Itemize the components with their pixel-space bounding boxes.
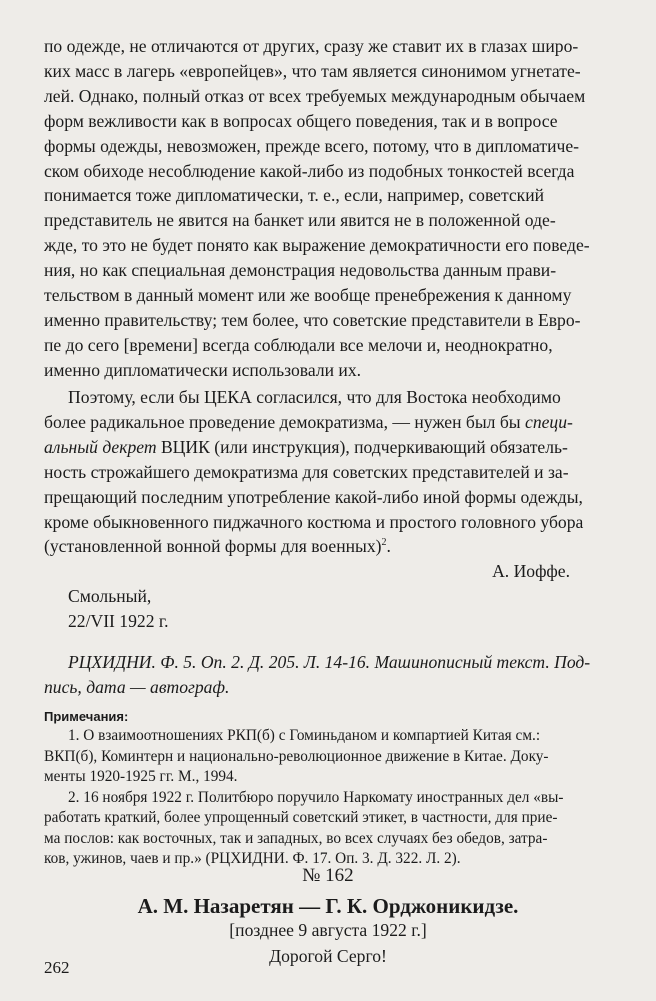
- page-number: 262: [44, 958, 70, 977]
- document-date-block: [44, 918, 612, 943]
- archive-reference: [44, 650, 612, 700]
- footnote-ref: 2: [381, 537, 387, 549]
- text-line: именно дипломатически использовали их.: [44, 359, 362, 380]
- text-line: жде, то это не будет понято как выражение демократичности его поведе-: [44, 235, 590, 256]
- document-date: [позднее 9 августа 1922 г.]: [229, 920, 427, 940]
- text-line: форм вежливости как в вопросах общего поведения, так и в вопросе: [44, 110, 558, 131]
- text-line: лей. Однако, полный отказ от всех требуемых международным обычаем: [44, 85, 586, 106]
- notes-title: Примечания:: [44, 709, 129, 724]
- text-line: прещающий последним употребление какой-либо иной формы одежды,: [44, 486, 583, 507]
- italic-text: альный декрет: [44, 436, 157, 457]
- text-line: представитель не явится на банкет или явится не в положенной оде-: [44, 210, 556, 231]
- document-header: [44, 862, 612, 890]
- archive-line: пись, дата — автограф.: [44, 676, 230, 697]
- text-span: более радикальное проведение демократизма, — нужен был бы: [44, 411, 526, 432]
- text-line: [44, 410, 612, 435]
- archive-line: РЦХИДНИ. Ф. 5. Оп. 2. Д. 205. Л. 14-16. Машинописный текст. Под-: [68, 652, 591, 672]
- date: 22/VII 1922 г.: [68, 611, 169, 632]
- letter-body: [44, 944, 612, 969]
- place: Смольный,: [68, 586, 152, 607]
- note-line: 2. 16 ноября 1922 г. Политбюро поручило Наркомату иностранных дел «вы-: [68, 788, 564, 806]
- document-title: А. М. Назаретян — Г. К. Орджоникидзе.: [137, 894, 519, 918]
- text-span: ВЦИК (или инструкция), подчеркивающий обязатель-: [156, 436, 568, 457]
- text-span: (установленной вонной формы для военных): [44, 536, 382, 557]
- note-line: ВКП(б), Коминтерн и национально-революционное движение в Китае. Доку-: [44, 747, 549, 765]
- notes-section: [44, 707, 612, 870]
- document-number: № 162: [302, 865, 354, 886]
- text-line: пе до сего [времени] всегда соблюдали все мелочи и, неоднократно,: [44, 334, 553, 355]
- text-line: Поэтому, если бы ЦЕКА согласился, что для Востока необходимо: [68, 387, 561, 407]
- text-line: [44, 534, 612, 559]
- signature: А. Иоффе.: [492, 561, 570, 582]
- text-line: ность строжайшего демократизма для советских представителей и за-: [44, 461, 569, 482]
- note-line: ма послов: как восточных, так и западных, во всех случаях без обедов, затра-: [44, 829, 548, 847]
- letter-greeting: Дорогой Серго!: [269, 946, 387, 966]
- text-line: понимается тоже дипломатически, т. е., если, например, советский: [44, 185, 545, 206]
- italic-text: специ-: [525, 411, 573, 432]
- text-line: тельством в данный момент или же вообще пренебрежения к данному: [44, 285, 572, 306]
- note-line: ков, ужинов, чаев и пр.» (РЦХИДНИ. Ф. 17. Оп. 3. Д. 322. Л. 2).: [44, 850, 461, 867]
- text-line: именно правительству; тем более, что советские представители в Евро-: [44, 309, 581, 330]
- text-line: формы одежды, невозможен, прежде всего, потому, что в дипломатиче-: [44, 135, 580, 156]
- text-line: по одежде, не отличаются от других, сразу же ставит их в глазах широ-: [44, 36, 579, 56]
- note-line: менты 1920-1925 гг. М., 1994.: [44, 768, 238, 785]
- text-line: [44, 435, 612, 460]
- paragraph-continuation: [44, 34, 612, 383]
- text-line: ния, но как специальная демонстрация недовольства данным прави-: [44, 260, 557, 281]
- text-span: .: [386, 536, 391, 557]
- document-title-block: [44, 892, 612, 920]
- note-line: 1. О взаимоотношениях РКП(б) с Гоминьданом и компартией Китая см.:: [68, 727, 541, 744]
- text-line: ском обиходе несоблюдение какой-либо из подобных тонкостей всегда: [44, 160, 575, 181]
- text-line: кроме обыкновенного пиджачного костюма и простого головного убора: [44, 511, 584, 532]
- paragraph-democratism: [44, 385, 612, 634]
- text-line: ких масс в лагерь «европейцев», что там является синонимом угнетате-: [44, 60, 581, 81]
- note-line: работать краткий, более упрощенный советский этикет, в частности, для прие-: [44, 809, 558, 826]
